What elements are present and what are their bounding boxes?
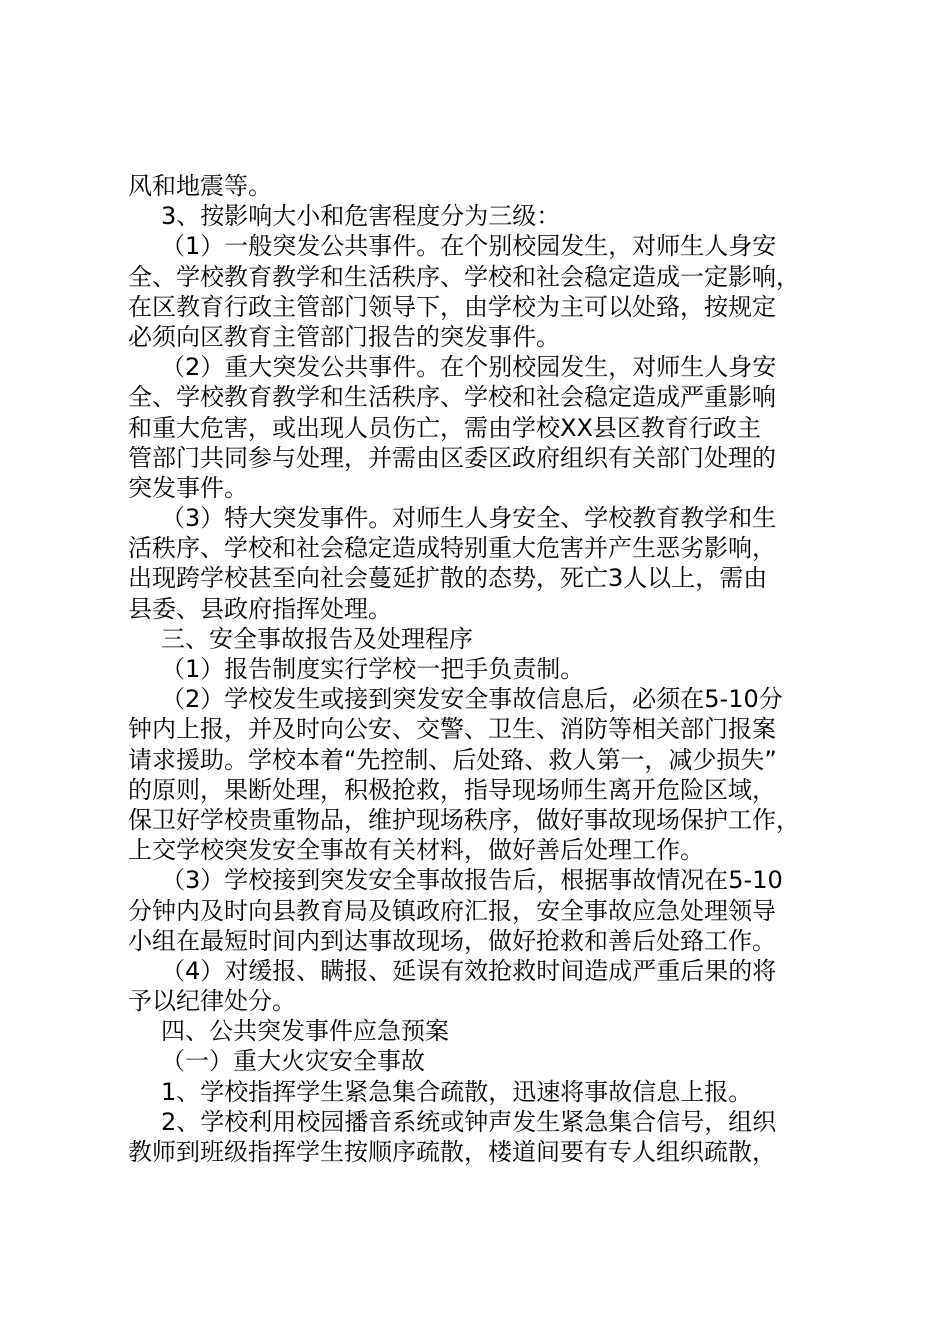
text-line: 请求援助。学校本着“先控制、后处臵、救人第一，减少损失” xyxy=(128,745,777,774)
text-line: 和重大危害，或出现人员伤亡，需由学校XX县区教育行政主 xyxy=(128,413,761,442)
text-line: 分钟内及时向县教育局及镇政府汇报，安全事故应急处理领导 xyxy=(128,896,776,925)
text-line: （2）学校发生或接到突发安全事故信息后，必须在5-10分 xyxy=(161,685,783,714)
text-line: 县委、县政府指挥处理。 xyxy=(128,594,392,623)
text-line: 予以纪律处分。 xyxy=(128,987,296,1016)
text-line: 活秩序、学校和社会稳定造成特别重大危害并产生恶劣影响， xyxy=(128,534,776,563)
document-body xyxy=(128,171,828,1167)
text-line: 教师到班级指挥学生按顺序疏散，楼道间要有专人组织疏散， xyxy=(128,1138,776,1166)
text-line: 小组在最短时间内到达事故现场，做好抢救和善后处臵工作。 xyxy=(128,926,776,955)
text-line: 出现跨学校甚至向社会蔓延扩散的态势，死亡3人以上，需由 xyxy=(128,564,768,593)
text-line: 在区教育行政主管部门领导下，由学校为主可以处臵，按规定 xyxy=(128,292,776,321)
text-line: （2）重大突发公共事件。在个别校园发生，对师生人身安 xyxy=(161,353,777,382)
text-line: （4）对缓报、瞒报、延误有效抢救时间造成严重后果的将 xyxy=(161,956,777,985)
text-line: 突发事件。 xyxy=(128,473,248,502)
text-line: 必须向区教育主管部门报告的突发事件。 xyxy=(128,322,560,351)
text-line: 保卫好学校贵重物品，维护现场秩序，做好事故现场保护工作， xyxy=(128,805,800,834)
text-line: （3）特大突发事件。对师生人身安全、学校教育教学和生 xyxy=(161,504,777,533)
text-line: 管部门共同参与处理，并需由区委区政府组织有关部门处理的 xyxy=(128,443,776,472)
text-line: 风和地震等。 xyxy=(128,172,272,200)
text-line: 钟内上报，并及时向公安、交警、卫生、消防等相关部门报案 xyxy=(128,715,776,744)
text-line: 上交学校突发安全事故有关材料，做好善后处理工作。 xyxy=(128,836,704,865)
section-heading: 三、安全事故报告及处理程序 xyxy=(161,624,473,653)
subsection-heading: （一）重大火灾安全事故 xyxy=(161,1047,425,1076)
section-heading: 四、公共突发事件应急预案 xyxy=(161,1017,449,1046)
text-line: 全、学校教育教学和生活秩序、学校和社会稳定造成一定影响， xyxy=(128,262,800,291)
text-line: 的原则，果断处理，积极抢救，指导现场师生离开危险区域， xyxy=(128,775,776,804)
text-line: 1、学校指挥学生紧急集合疏散，迅速将事故信息上报。 xyxy=(161,1077,753,1106)
text-line: （1）一般突发公共事件。在个别校园发生，对师生人身安 xyxy=(161,232,777,261)
text-line: 3、按影响大小和危害程度分为三级： xyxy=(161,202,561,231)
text-line: 2、学校利用校园播音系统或钟声发生紧急集合信号，组织 xyxy=(161,1107,777,1136)
text-line: 全、学校教育教学和生活秩序、学校和社会稳定造成严重影响 xyxy=(128,383,776,412)
text-line: （1）报告制度实行学校一把手负责制。 xyxy=(161,655,585,683)
text-line: （3）学校接到突发安全事故报告后，根据事故情况在5-10 xyxy=(161,866,783,895)
